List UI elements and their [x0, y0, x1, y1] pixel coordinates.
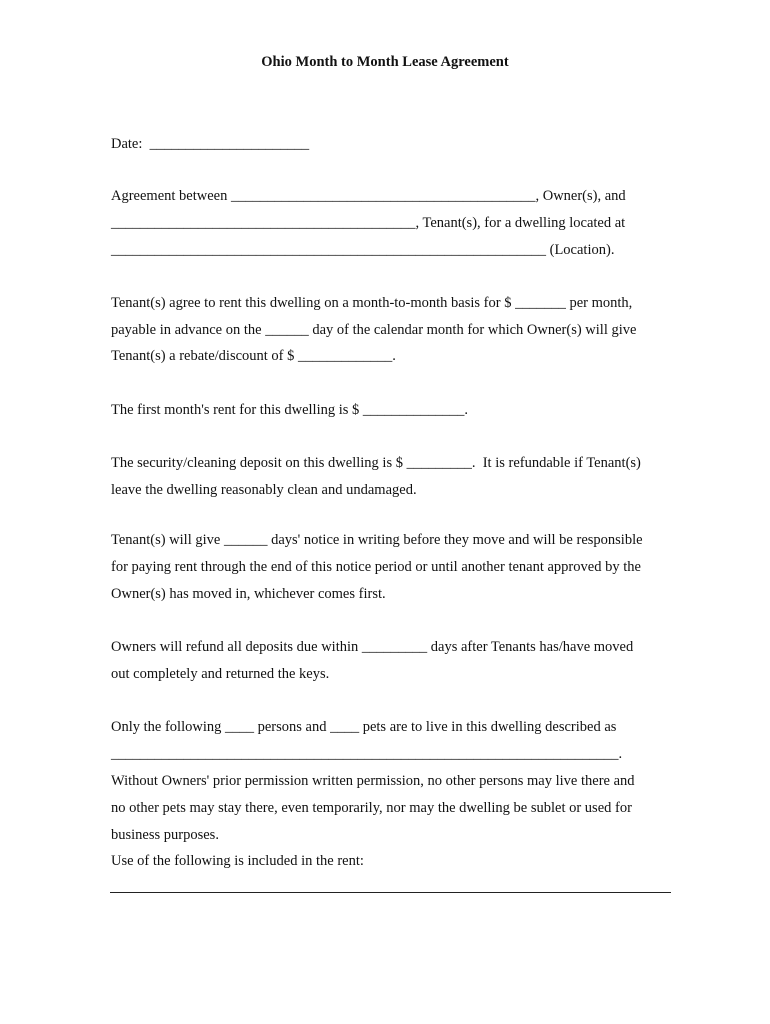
agreement-line-1: Agreement between __________________________________________, Owner(s), and [111, 188, 626, 204]
first-month-line-1: The first month's rent for this dwelling is $ ______________. [111, 402, 469, 418]
occupants-line-3: Without Owners' prior permission written permission, no other persons may live there and [111, 773, 635, 789]
occupants-line-2: ______________________________________________________________________. [111, 746, 623, 762]
rent-line-3: Tenant(s) a rebate/discount of $ _____________. [111, 348, 396, 364]
agreement-line-3: ____________________________________________________________ (Location). [111, 242, 615, 258]
occupants-line-5: business purposes. [111, 827, 219, 843]
included-items-blank-line [110, 892, 671, 893]
refund-line-2: out completely and returned the keys. [111, 666, 330, 682]
occupants-line-6: Use of the following is included in the rent: [111, 853, 364, 869]
occupants-line-4: no other pets may stay there, even temporarily, nor may the dwelling be sublet or used for [111, 800, 632, 816]
date-line: Date: ______________________ [111, 136, 310, 152]
rent-line-2: payable in advance on the ______ day of the calendar month for which Owner(s) will give [111, 322, 637, 338]
occupants-line-1: Only the following ____ persons and ____ pets are to live in this dwelling described as [111, 719, 617, 735]
rent-line-1: Tenant(s) agree to rent this dwelling on a month-to-month basis for $ _______ per month, [111, 295, 633, 311]
notice-line-2: for paying rent through the end of this notice period or until another tenant approved by the [111, 559, 641, 575]
agreement-line-2: __________________________________________, Tenant(s), for a dwelling located at [111, 215, 626, 231]
deposit-line-2: leave the dwelling reasonably clean and undamaged. [111, 482, 417, 498]
deposit-line-1: The security/cleaning deposit on this dwelling is $ _________. It is refundable if Tenant(s) [111, 455, 641, 471]
notice-line-3: Owner(s) has moved in, whichever comes first. [111, 586, 386, 602]
refund-line-1: Owners will refund all deposits due within _________ days after Tenants has/have moved [111, 639, 634, 655]
notice-line-1: Tenant(s) will give ______ days' notice in writing before they move and will be responsible [111, 532, 643, 548]
document-title: Ohio Month to Month Lease Agreement [261, 54, 509, 70]
